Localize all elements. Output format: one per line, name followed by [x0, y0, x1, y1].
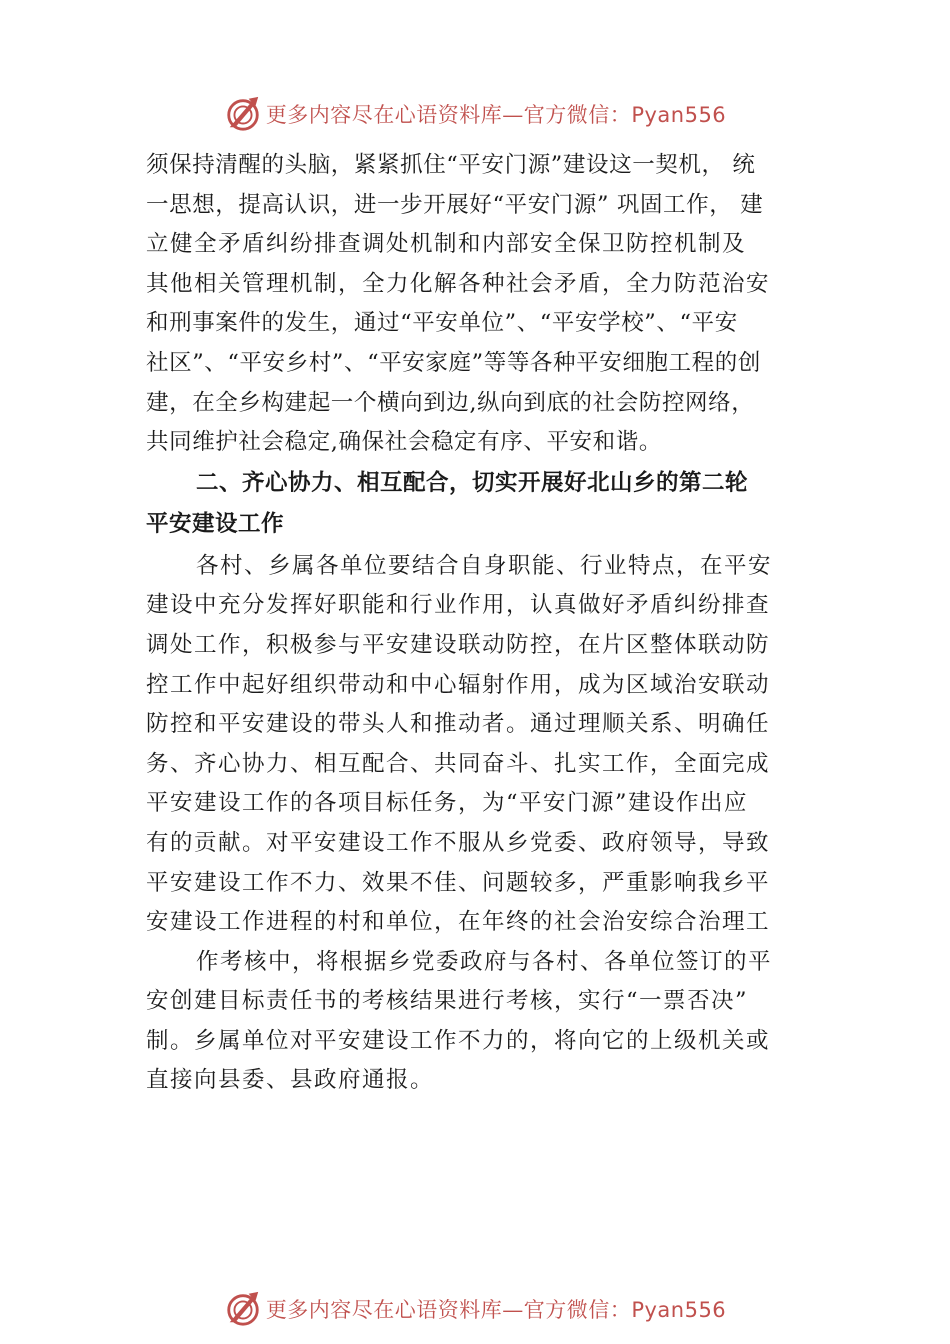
section-heading [146, 463, 816, 545]
header-banner-text: 更多内容尽在心语资料库—官方微信：Pyan556 [265, 103, 727, 127]
document-body [146, 146, 816, 1101]
header-banner [0, 92, 950, 136]
footer-banner [0, 1287, 950, 1331]
text-line: 制。乡属单位对平安建设工作不力的，将向它的上级机关或 [146, 1027, 771, 1054]
text-line: 调处工作，积极参与平安建设联动防控，在片区整体联动防 [146, 631, 771, 658]
text-line: 平安建设工作不力、效果不佳、问题较多，严重影响我乡平 [146, 869, 771, 896]
text-line: 立健全矛盾纠纷排查调处机制和内部安全保卫防控机制及 [146, 231, 747, 258]
footer-wechat-id: Pyan556 [631, 1298, 727, 1322]
text-line: 作考核中，将根据乡党委政府与各村、各单位签订的平 [196, 948, 773, 975]
text-line: 控工作中起好组织带动和中心辐射作用，成为区域治安联动 [146, 671, 771, 698]
paragraph-2 [146, 547, 816, 943]
text-line: 安创建目标责任书的考核结果进行考核，实行“一票否决” [146, 988, 749, 1015]
paragraph-3 [146, 943, 816, 1101]
text-line: 社区”、“平安乡村”、“平安家庭”等等各种平安细胞工程的创 [146, 349, 761, 376]
text-line: 直接向县委、县政府通报。 [146, 1067, 435, 1094]
text-line: 安建设工作进程的村和单位，在年终的社会治安综合治理工 [146, 909, 771, 936]
text-line: 和刑事案件的发生，通过“平安单位”、“平安学校”、“平安 [146, 310, 738, 337]
footer-banner-text: 更多内容尽在心语资料库—官方微信：Pyan556 [265, 1298, 727, 1322]
text-line: 建，在全乡构建起一个横向到边,纵向到底的社会防控网络， [146, 389, 755, 416]
text-line: 务、齐心协力、相互配合、共同奋斗、扎实工作，全面完成 [146, 750, 771, 777]
text-line: 平安建设工作的各项目标任务，为“平安门源”建设作出应 [146, 790, 749, 817]
text-line: 防控和平安建设的带头人和推动者。通过理顺关系、明确任 [146, 711, 771, 738]
quill-logo-icon [224, 95, 262, 133]
text-line: 共同维护社会稳定,确保社会稳定有序、平安和谐。 [146, 429, 662, 456]
heading-line: 平安建设工作 [146, 510, 285, 537]
text-line: 一思想，提高认识，进一步开展好“平安门源” 巩固工作， 建 [146, 191, 764, 218]
paragraph-1 [146, 146, 816, 463]
text-line: 其他相关管理机制，全力化解各种社会矛盾，全力防范治安 [146, 270, 771, 297]
text-line: 建设中充分发挥好职能和行业作用，认真做好矛盾纠纷排查 [146, 592, 771, 619]
quill-logo-icon [224, 1290, 262, 1328]
text-line: 须保持清醒的头脑，紧紧抓住“平安门源”建设这一契机， 统 [146, 152, 756, 178]
header-wechat-id: Pyan556 [631, 103, 727, 127]
text-line: 各村、乡属各单位要结合自身职能、行业特点，在平安 [196, 552, 773, 579]
heading-line: 二、齐心协力、相互配合，切实开展好北山乡的第二轮 [196, 469, 749, 496]
text-line: 有的贡献。对平安建设工作不服从乡党委、政府领导，导致 [146, 829, 771, 856]
